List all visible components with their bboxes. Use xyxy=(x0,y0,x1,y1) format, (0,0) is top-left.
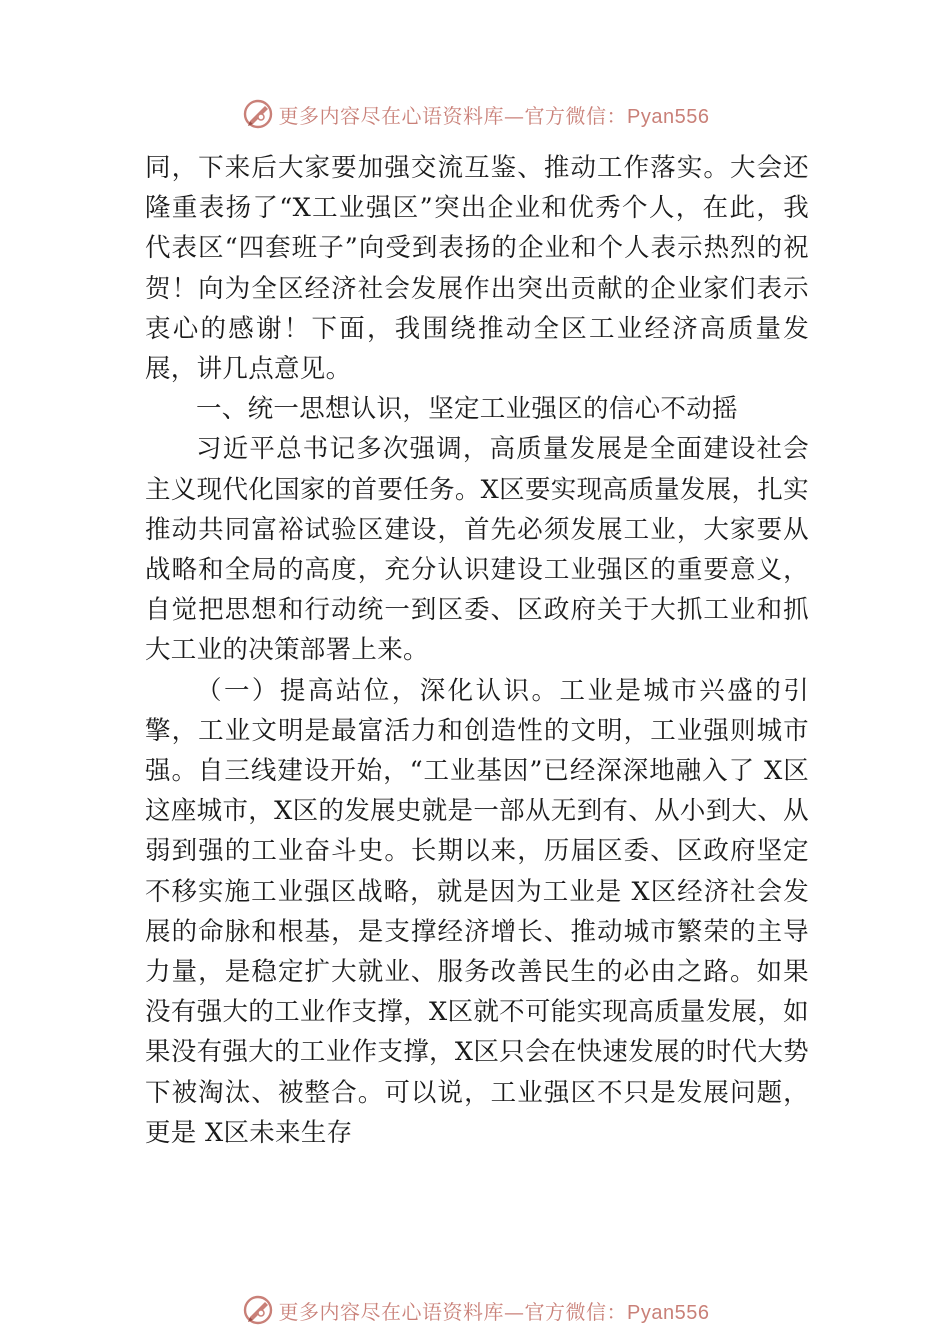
pen-seal-icon xyxy=(241,97,275,131)
document-body xyxy=(145,148,809,1153)
watermark-text xyxy=(279,100,710,129)
watermark-label: 更多内容尽在心语资料库—官方微信： xyxy=(278,103,628,128)
pen-seal-icon xyxy=(241,1293,275,1327)
wechat-id: Pyan556 xyxy=(627,1301,710,1324)
watermark-text xyxy=(279,1296,710,1325)
wechat-id: Pyan556 xyxy=(627,105,710,128)
section-heading: 一、统一思想认识，坚定工业强区的信心不动摇 xyxy=(196,394,738,425)
watermark-label: 更多内容尽在心语资料库—官方微信： xyxy=(278,1299,628,1324)
header-watermark xyxy=(0,92,950,136)
paragraph-body: 习近平总书记多次强调，高质量发展是全面建设社会主义现代化国家的首要任务。X区要实现高质量发展，扎实推动共同富裕试验区建设，首先必须发展工业，大家要从战略和全局的高度，充分认识建设工业强区的重要意义，自觉把思想和行动统一到区委、区政府关于大抓工业和抓大工业的决策部署上来。 xyxy=(145,434,809,666)
footer-watermark xyxy=(0,1288,950,1332)
paragraph-subsection: （一）提高站位，深化认识。工业是城市兴盛的引擎，工业文明是最富活力和创造性的文明，工业强则城市强。自三线建设开始，“工业基因”已经深深地融入了 X区这座城市，X区的发展史就是一部从无到有、从小到大、从弱到强的工业奋斗史。长期以来，历届区委、区政府坚定不移实施工业强区战略，就是因为工业是 X区经济社会发展的命脉和根基，是支撑经济增长、推动城市繁荣的主导力量，是稳定扩大就业、服务改善民生的必由之路。如果没有强大的工业作支撑，X区就不可能实现高质量发展，如果没有强大的工业作支撑，X区只会在快速发展的时代大势下被淘汰、被整合。可以说，工业强区不只是发展问题，更是 X区未来生存 xyxy=(145,675,809,1148)
paragraph-continuation: 同，下来后大家要加强交流互鉴、推动工作落实。大会还隆重表扬了“X工业强区”突出企业和优秀个人，在此，我代表区“四套班子”向受到表扬的企业和个人表示热烈的祝贺！向为全区经济社会发展作出突出贡献的企业家们表示衷心的感谢！下面，我围绕推动全区工业经济高质量发展，讲几点意见。 xyxy=(145,153,809,385)
